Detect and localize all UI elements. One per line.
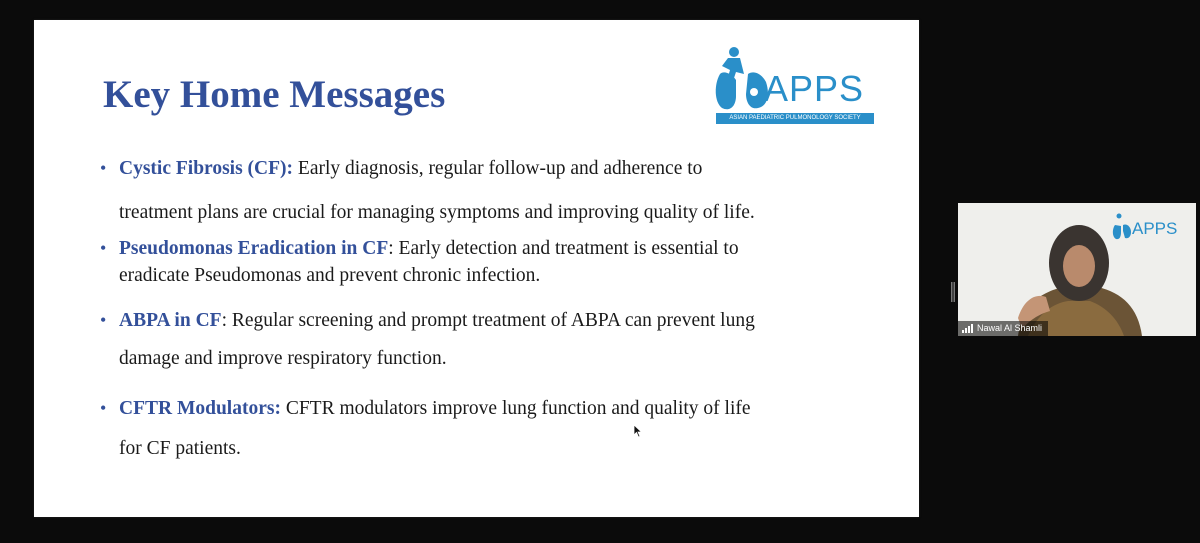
- shared-slide: [34, 20, 919, 517]
- participant-name: Nawal Al Shamli: [977, 323, 1043, 333]
- bullet-label: Cystic Fibrosis (CF):: [119, 158, 294, 179]
- bullet-line: [119, 310, 755, 332]
- bullet-label: CFTR Modulators:: [119, 398, 281, 419]
- bullet-dot-icon: •: [100, 310, 107, 330]
- mouse-pointer-icon: [633, 424, 643, 438]
- bullet-text: : Regular screening and prompt treatment of ABPA can prevent lung: [221, 310, 755, 331]
- bullet-text: for CF patients.: [119, 438, 241, 459]
- tile-logo-text: APPS: [1132, 219, 1178, 238]
- tile-apps-logo: [1112, 213, 1192, 245]
- signal-strength-icon: [962, 324, 973, 333]
- panel-resize-handle[interactable]: [951, 282, 955, 302]
- bullet-text: eradicate Pseudomonas and prevent chronic infection.: [119, 265, 541, 286]
- bullet-text: : Early detection and treatment is essential to: [388, 238, 739, 259]
- logo-subtitle: ASIAN PAEDIATRIC PULMONOLOGY SOCIETY: [716, 113, 874, 124]
- bullet-text: CFTR modulators improve lung function and quality of life: [280, 398, 751, 419]
- logo-text: APPS: [764, 68, 865, 109]
- lungs-child-icon: [1112, 213, 1132, 241]
- bullet-label: Pseudomonas Eradication in CF: [119, 238, 389, 259]
- bullet-line: [119, 238, 739, 260]
- apps-logo: [714, 44, 876, 126]
- bullet-text: Early diagnosis, regular follow-up and adherence to: [293, 158, 703, 179]
- bullet-dot-icon: •: [100, 238, 107, 258]
- bullet-text: damage and improve respiratory function.: [119, 348, 447, 369]
- bullet-label: ABPA in CF: [119, 310, 222, 331]
- participant-name-tag: [958, 321, 1048, 336]
- bullet-line: [119, 158, 702, 180]
- bullet-line: [119, 398, 751, 420]
- bullet-text: treatment plans are crucial for managing symptoms and improving quality of life.: [119, 202, 755, 223]
- slide-title: Key Home Messages: [103, 73, 446, 116]
- bullet-dot-icon: •: [100, 158, 107, 178]
- participant-video-tile[interactable]: [958, 203, 1196, 336]
- bullet-dot-icon: •: [100, 398, 107, 418]
